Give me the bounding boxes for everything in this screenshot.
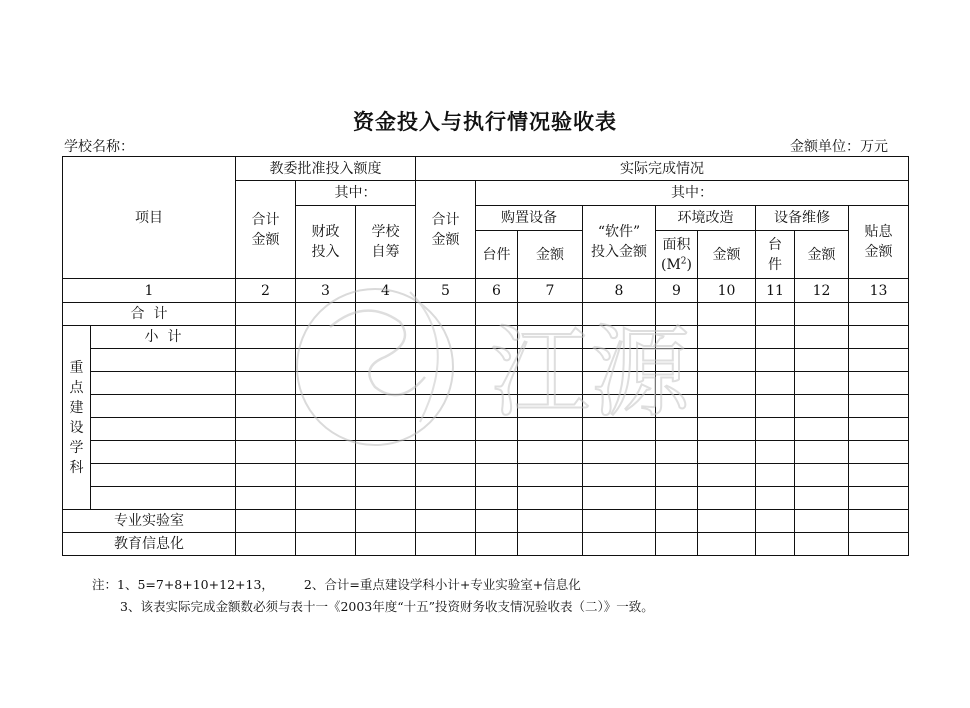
cell[interactable]: [698, 372, 756, 395]
table-row: [63, 464, 909, 487]
header-approved-of-which: 其中：: [296, 181, 416, 206]
cell[interactable]: [698, 464, 756, 487]
cell[interactable]: [356, 464, 416, 487]
cell[interactable]: [236, 441, 296, 464]
cell[interactable]: [583, 533, 656, 556]
cell[interactable]: [583, 303, 656, 326]
cell[interactable]: [756, 464, 795, 487]
cell[interactable]: [476, 533, 518, 556]
cell[interactable]: [756, 510, 795, 533]
cell[interactable]: [356, 487, 416, 510]
cell[interactable]: [698, 441, 756, 464]
cell[interactable]: [518, 441, 583, 464]
cell[interactable]: [236, 326, 296, 349]
cell[interactable]: [698, 395, 756, 418]
header-software: “软件” 投入金额: [583, 206, 656, 279]
cell[interactable]: [756, 349, 795, 372]
cell[interactable]: [849, 510, 909, 533]
cell[interactable]: [795, 303, 849, 326]
col-num: 2: [236, 279, 296, 303]
cell[interactable]: [356, 395, 416, 418]
cell[interactable]: [656, 326, 698, 349]
table-row-total: [63, 303, 909, 326]
cell[interactable]: [849, 533, 909, 556]
cell[interactable]: [583, 464, 656, 487]
row-label-key-discipline: 重 点 建 设 学 科: [63, 326, 91, 510]
cell[interactable]: [356, 326, 416, 349]
page-title: 资金投入与执行情况验收表: [353, 110, 617, 134]
cell[interactable]: [756, 303, 795, 326]
header-approved-total: 合计 金额: [236, 181, 296, 279]
cell[interactable]: [356, 303, 416, 326]
cell[interactable]: [416, 326, 476, 349]
cell[interactable]: [356, 533, 416, 556]
table-row: [63, 349, 909, 372]
col-num: 11: [756, 279, 795, 303]
cell[interactable]: [296, 464, 356, 487]
cell[interactable]: [656, 303, 698, 326]
cell[interactable]: [296, 349, 356, 372]
row-label-lab: 专业实验室: [63, 510, 236, 533]
cell[interactable]: [476, 441, 518, 464]
cell[interactable]: [656, 510, 698, 533]
cell[interactable]: [698, 533, 756, 556]
col-num: 7: [518, 279, 583, 303]
col-num: 13: [849, 279, 909, 303]
cell[interactable]: [416, 395, 476, 418]
col-num: 1: [63, 279, 236, 303]
cell[interactable]: [518, 487, 583, 510]
school-name-label: 学校名称：: [64, 139, 134, 155]
cell[interactable]: [236, 418, 296, 441]
cell[interactable]: [91, 418, 236, 441]
cell[interactable]: [476, 372, 518, 395]
cell[interactable]: [476, 418, 518, 441]
cell[interactable]: [236, 487, 296, 510]
cell[interactable]: [656, 418, 698, 441]
header-approved-group: 教委批准投入额度: [236, 157, 416, 181]
cell[interactable]: [416, 441, 476, 464]
cell[interactable]: [416, 303, 476, 326]
cell[interactable]: [91, 372, 236, 395]
header-item: 项目: [63, 157, 236, 279]
cell[interactable]: [756, 326, 795, 349]
cell[interactable]: [795, 487, 849, 510]
cell[interactable]: [756, 533, 795, 556]
col-num: 12: [795, 279, 849, 303]
note-3: 3、该表实际完成金额数必须与表十一《2003年度“十五”投资财务收支情况验收表（二）》一致。: [120, 599, 654, 614]
cell[interactable]: [583, 487, 656, 510]
cell[interactable]: [356, 349, 416, 372]
cell[interactable]: [656, 372, 698, 395]
cell[interactable]: [698, 326, 756, 349]
acceptance-table: [62, 156, 909, 556]
cell[interactable]: [698, 510, 756, 533]
cell[interactable]: [698, 418, 756, 441]
cell[interactable]: [296, 326, 356, 349]
cell[interactable]: [849, 487, 909, 510]
table-row: [63, 418, 909, 441]
cell[interactable]: [518, 464, 583, 487]
header-purchase-units: 台件: [476, 231, 518, 279]
cell[interactable]: [795, 395, 849, 418]
cell[interactable]: [756, 418, 795, 441]
header-purchase-amount: 金额: [518, 231, 583, 279]
cell[interactable]: [296, 487, 356, 510]
cell[interactable]: [236, 303, 296, 326]
cell[interactable]: [849, 326, 909, 349]
cell[interactable]: [518, 326, 583, 349]
cell[interactable]: [518, 349, 583, 372]
header-actual-group: 实际完成情况: [416, 157, 909, 181]
col-num: 6: [476, 279, 518, 303]
table-row-it: [63, 533, 909, 556]
header-actual-of-which: 其中：: [476, 181, 909, 206]
row-label-subtotal: 小 计: [91, 326, 236, 349]
row-label-total: 合 计: [63, 303, 236, 326]
cell[interactable]: [356, 510, 416, 533]
cell[interactable]: [795, 464, 849, 487]
cell[interactable]: [296, 510, 356, 533]
cell[interactable]: [849, 464, 909, 487]
cell[interactable]: [416, 487, 476, 510]
header-env-area: 面积 $(M^2)$: [656, 231, 698, 279]
cell[interactable]: [356, 441, 416, 464]
cell[interactable]: [91, 441, 236, 464]
cell[interactable]: [795, 349, 849, 372]
cell[interactable]: [583, 441, 656, 464]
cell[interactable]: [476, 395, 518, 418]
header-interest-subsidy: 贴息 金额: [849, 206, 909, 279]
cell[interactable]: [236, 372, 296, 395]
cell[interactable]: [296, 372, 356, 395]
cell[interactable]: [656, 487, 698, 510]
cell[interactable]: [849, 372, 909, 395]
cell[interactable]: [416, 510, 476, 533]
cell[interactable]: [795, 533, 849, 556]
header-repair-units: 台 件: [756, 231, 795, 279]
col-num: 4: [356, 279, 416, 303]
cell[interactable]: [583, 372, 656, 395]
cell[interactable]: [91, 349, 236, 372]
table-row-subtotal: [63, 326, 909, 349]
cell[interactable]: [476, 464, 518, 487]
cell[interactable]: [583, 418, 656, 441]
cell[interactable]: [518, 303, 583, 326]
cell[interactable]: [583, 510, 656, 533]
header-purchase-equipment: 购置设备: [476, 206, 583, 231]
table-row: [63, 372, 909, 395]
cell[interactable]: [296, 533, 356, 556]
cell[interactable]: [583, 326, 656, 349]
cell[interactable]: [656, 533, 698, 556]
header-env-renovation: 环境改造: [656, 206, 756, 231]
cell[interactable]: [518, 372, 583, 395]
cell[interactable]: [518, 510, 583, 533]
cell[interactable]: [236, 533, 296, 556]
cell[interactable]: [698, 303, 756, 326]
cell[interactable]: [656, 441, 698, 464]
header-school-self-raised: 学校 自筹: [356, 206, 416, 279]
header-repair-amount: 金额: [795, 231, 849, 279]
cell[interactable]: [236, 349, 296, 372]
col-num: 5: [416, 279, 476, 303]
cell[interactable]: [849, 441, 909, 464]
header-actual-total: 合计 金额: [416, 181, 476, 279]
col-num: 9: [656, 279, 698, 303]
col-num: 10: [698, 279, 756, 303]
cell[interactable]: [849, 349, 909, 372]
cell[interactable]: [91, 464, 236, 487]
watermark-text: 江源: [490, 314, 690, 431]
cell[interactable]: [656, 395, 698, 418]
cell[interactable]: [518, 418, 583, 441]
footnotes: [92, 574, 654, 618]
cell[interactable]: [756, 487, 795, 510]
cell[interactable]: [416, 372, 476, 395]
cell[interactable]: [656, 464, 698, 487]
cell[interactable]: [756, 441, 795, 464]
cell[interactable]: [795, 418, 849, 441]
cell[interactable]: [756, 372, 795, 395]
cell[interactable]: [416, 418, 476, 441]
cell[interactable]: [849, 395, 909, 418]
cell[interactable]: [356, 372, 416, 395]
cell[interactable]: [849, 418, 909, 441]
header-env-amount: 金额: [698, 231, 756, 279]
cell[interactable]: [236, 464, 296, 487]
header-fiscal-input: 财政 投入: [296, 206, 356, 279]
cell[interactable]: [795, 372, 849, 395]
cell[interactable]: [91, 487, 236, 510]
table-row: [63, 487, 909, 510]
cell[interactable]: [91, 395, 236, 418]
table-row: [63, 441, 909, 464]
cell[interactable]: [656, 349, 698, 372]
column-number-row: [63, 279, 909, 303]
col-num: 8: [583, 279, 656, 303]
cell[interactable]: [416, 464, 476, 487]
cell[interactable]: [476, 349, 518, 372]
cell[interactable]: [296, 303, 356, 326]
table-row-lab: [63, 510, 909, 533]
cell[interactable]: [296, 395, 356, 418]
cell[interactable]: [518, 533, 583, 556]
cell[interactable]: [795, 441, 849, 464]
cell[interactable]: [476, 510, 518, 533]
row-label-it: 教育信息化: [63, 533, 236, 556]
cell[interactable]: [583, 349, 656, 372]
cell[interactable]: [698, 349, 756, 372]
cell[interactable]: [296, 441, 356, 464]
cell[interactable]: [236, 510, 296, 533]
cell[interactable]: [583, 395, 656, 418]
cell[interactable]: [756, 395, 795, 418]
cell[interactable]: [356, 418, 416, 441]
cell[interactable]: [416, 349, 476, 372]
cell[interactable]: [476, 326, 518, 349]
cell[interactable]: [849, 303, 909, 326]
cell[interactable]: [795, 510, 849, 533]
note-2: 2、合计=重点建设学科小计+专业实验室+信息化: [303, 577, 581, 592]
cell[interactable]: [236, 395, 296, 418]
cell[interactable]: [296, 418, 356, 441]
table-row: [63, 395, 909, 418]
cell[interactable]: [416, 533, 476, 556]
cell[interactable]: [518, 395, 583, 418]
cell[interactable]: [698, 487, 756, 510]
header-equip-repair: 设备维修: [756, 206, 849, 231]
amount-unit-label: 金额单位：万元: [790, 139, 888, 155]
col-num: 3: [296, 279, 356, 303]
cell[interactable]: [795, 326, 849, 349]
cell[interactable]: [476, 487, 518, 510]
cell[interactable]: [476, 303, 518, 326]
note-1: 注：1、5=7+8+10+12+13，: [92, 577, 274, 592]
